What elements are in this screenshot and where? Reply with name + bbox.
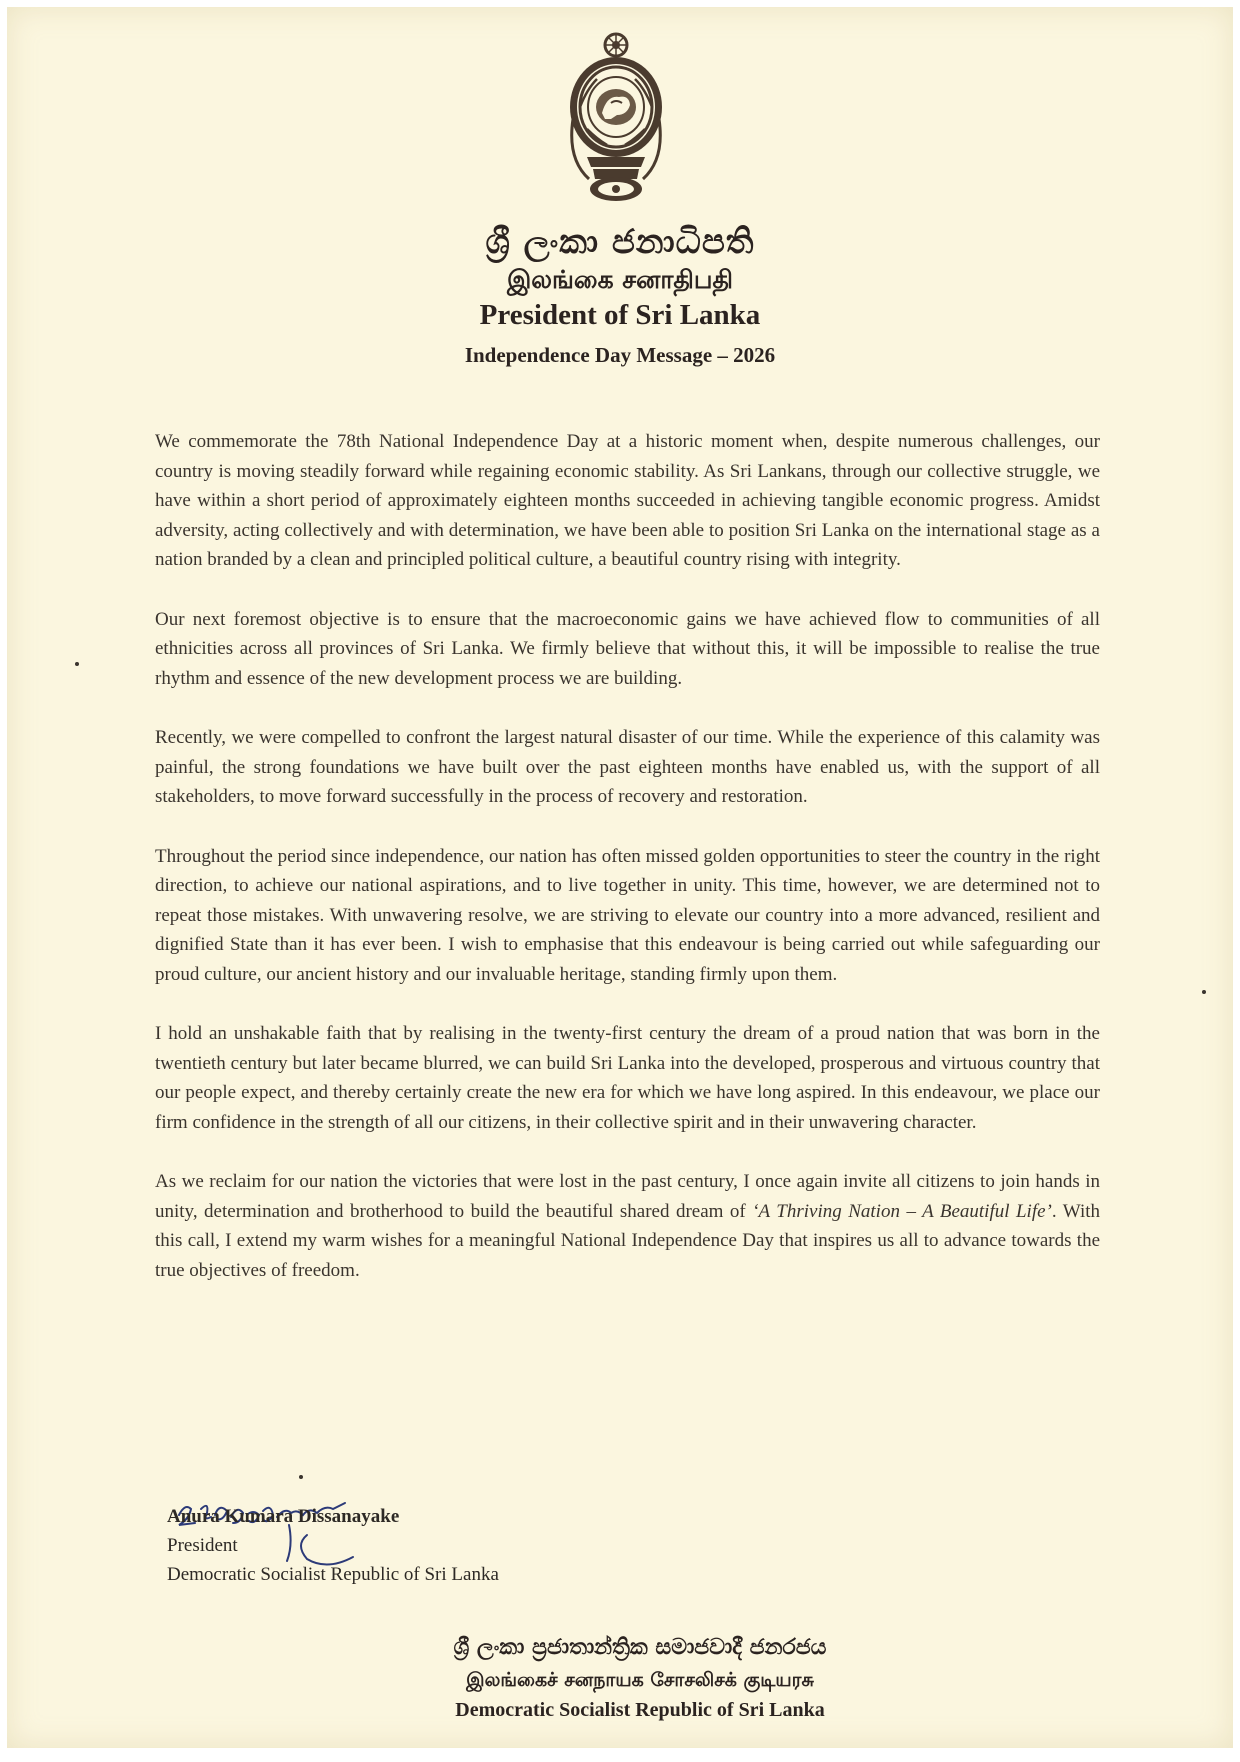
footer-tamil: இலங்கைச் சனநாயக சோசலிசக் குடியரசு (466, 1669, 814, 1691)
message-body (155, 427, 1100, 1315)
footer-english: Democratic Socialist Republic of Sri Lanka (455, 1699, 825, 1721)
paragraph-6 (155, 1167, 1100, 1285)
signature-block (167, 1502, 499, 1589)
english-title: President of Sri Lanka (479, 299, 761, 331)
paragraph-2: Our next foremost objective is to ensure that the macroeconomic gains we have achieved flow to communities of all ethnicities across all provinces of Sri Lanka. We firmly believe that without this, it will be impossible to realise the true rhythm and essence of the new development process we are building. (155, 608, 1100, 689)
paragraph-4: Throughout the period since independence, our nation has often missed golden opportunities to steer the country in the right direction, to achieve our national aspirations, and to live together in unity. This time, however, we are determined not to repeat those mistakes. With unwavering resolve, we are striving to elevate our country into a more advanced, resilient and dignified State than it has ever been. I wish to emphasise that this endeavour is being carried out while safeguarding our proud culture, our ancient history and our invaluable heritage, standing firmly upon them. (155, 845, 1100, 985)
paragraph-3: Recently, we were compelled to confront the largest natural disaster of our time. While the experience of this calamity was painful, the strong foundations we have built over the past eighteen months have enabled us, with the support of all stakeholders, to move forward successfully in the process of recovery and restoration. (155, 727, 1100, 807)
paragraph-1: We commemorate the 78th National Independence Day at a historic moment when, despite numerous challenges, our country is moving steadily forward while regaining economic stability. As Sri Lankans, through our collective struggle, we have within a short period of approximately eighteen months succeeded in achieving tangible economic progress. Amidst adversity, acting collectively and with determination, we have been able to position Sri Lanka on the international stage as a nation branded by a clean and principled political culture, a beautiful country rising with integrity. (155, 431, 1100, 570)
scan-speck (75, 662, 79, 666)
letter-page (7, 7, 1233, 1748)
paragraph-5: I hold an unshakable faith that by realising in the twenty-first century the dream of a proud nation that was born in the twentieth century but later became blurred, we can build Sri Lanka into the developed, prosperous and virtuous country that our people expect, and thereby certainly create the new era for which we have long aspired. In this endeavour, we place our firm confidence in the strength of all our citizens, in their collective spirit and in their unwavering character. (155, 1023, 1100, 1133)
footer-sinhala: ශ්‍රී ලංකා ප්‍රජාතාන්ත්‍රික සමාජවාදී ජනරජය (453, 1635, 827, 1660)
signatory-org: Democratic Socialist Republic of Sri Lanka (167, 1564, 499, 1585)
slogan: ‘A Thriving Nation – A Beautiful Life’ (752, 1200, 1052, 1222)
sri-lanka-emblem-icon (567, 29, 665, 209)
sinhala-title: ශ්‍රී ලංකා ජනාධිපති (485, 222, 755, 262)
paragraph-6-start: As we reclaim for our nation the victories that were lost in the past century, I once again invite all citizens to join hands in unity, determination and brotherhood to build the beautiful shared dream of (155, 1171, 1100, 1222)
signatory-name: Anura Kumara Dissanayake (167, 1506, 400, 1527)
signatory-title: President (167, 1535, 238, 1556)
paragraph-6-end: . With this call, I extend my warm wishes for a meaningful National Independence Day that inspires us all to advance towards the true objectives of freedom. (155, 1200, 1100, 1281)
scan-speck (1202, 990, 1206, 994)
scan-speck (299, 1475, 303, 1479)
tamil-title: இலங்கை சனாதிபதி (506, 265, 734, 294)
message-title: Independence Day Message – 2026 (464, 343, 776, 367)
